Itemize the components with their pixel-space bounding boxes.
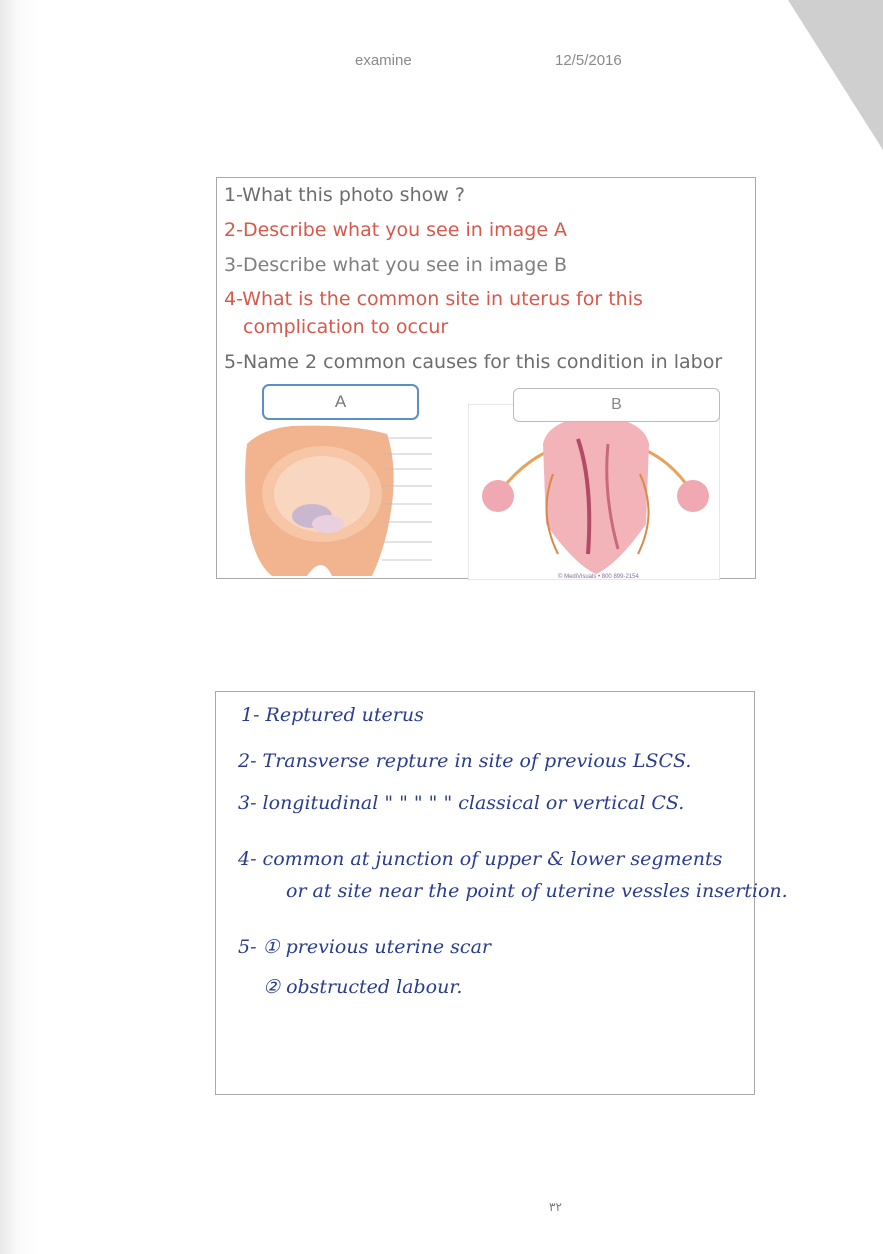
answer-1: 1- Reptured uterus <box>241 704 424 726</box>
image-b-label: B <box>513 388 720 422</box>
question-4-continued: complication to occur <box>243 316 449 338</box>
answer-5: 5- ① previous uterine scar <box>238 936 491 958</box>
question-3: 3-Describe what you see in image B <box>224 254 568 276</box>
page-number: ٣٢ <box>549 1200 562 1214</box>
question-slide <box>216 177 756 579</box>
image-b-credit: © MediVisuals • 800 899-2154 <box>558 574 639 580</box>
answer-3: 3- longitudinal " " " " " classical or vertical CS. <box>238 792 685 814</box>
header-date: 12/5/2016 <box>555 52 622 69</box>
answer-4: 4- common at junction of upper & lower segments <box>238 848 723 870</box>
header-title: examine <box>355 52 412 69</box>
image-a-label: A <box>262 384 419 420</box>
answer-4-continued: or at site near the point of uterine vessles insertion. <box>286 880 788 902</box>
answer-box <box>215 691 788 1095</box>
answer-5-item-2: ② obstructed labour. <box>263 976 463 998</box>
question-4: 4-What is the common site in uterus for this <box>224 288 643 310</box>
question-1: 1-What this photo show ? <box>224 184 465 206</box>
answer-2: 2- Transverse repture in site of previous LSCS. <box>238 750 692 772</box>
question-2: 2-Describe what you see in image A <box>224 219 568 241</box>
image-b-uterus-illustration <box>468 404 720 580</box>
image-a-abdomen-illustration <box>232 424 457 576</box>
question-5: 5-Name 2 common causes for this condition in labor <box>224 351 723 373</box>
page-corner-fold <box>788 0 883 150</box>
